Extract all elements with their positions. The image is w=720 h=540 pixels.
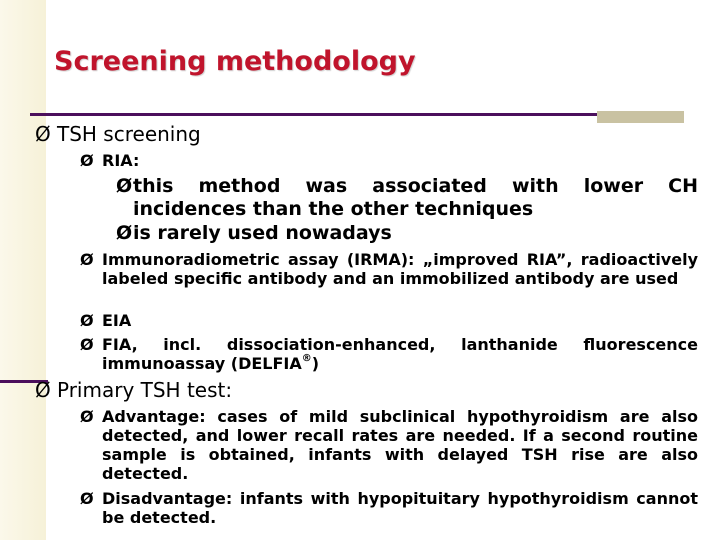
registered-mark: ® <box>301 353 312 364</box>
fia-text: FIA, incl. dissociation-enhanced, lanthanide fluorescence immunoassay (DELFIA <box>102 335 698 373</box>
bullet-ria <box>80 151 680 170</box>
bullet-arrow-icon: Ø <box>80 311 94 330</box>
bullet-fia <box>80 335 698 373</box>
bullet-arrow-icon: Ø <box>35 122 51 146</box>
bullet-advantage <box>80 407 698 483</box>
fia-text-wrap <box>80 335 698 373</box>
decorative-left-strip <box>0 0 46 540</box>
title-underline <box>30 113 684 116</box>
slide-title: Screening methodology <box>54 46 416 77</box>
fia-end: ) <box>311 354 320 373</box>
bullet-arrow-icon: Ø <box>116 175 133 197</box>
ria-text: RIA: <box>102 151 140 170</box>
bullet-arrow-icon: Ø <box>80 151 94 170</box>
bullet-primary-tsh <box>35 378 675 402</box>
ria-sub1-text: this method was associated with lower CH incidences than the other techniques <box>133 175 698 220</box>
irma-text: Immunoradiometric assay (IRMA): „improved RIA”, radioactively labeled specific antibody and an immobilized antibody are used <box>102 250 698 288</box>
bullet-ria-sub1 <box>116 175 698 221</box>
eia-text: EIA <box>102 311 132 330</box>
ria-sub2-text: is rarely used nowadays <box>133 222 392 244</box>
primary-tsh-text: Primary TSH test: <box>57 378 233 402</box>
bullet-eia <box>80 311 698 330</box>
bullet-arrow-icon: Ø <box>116 222 133 244</box>
bullet-ria-sub2 <box>116 222 698 245</box>
bullet-disadvantage <box>80 489 698 527</box>
bullet-irma <box>80 250 698 288</box>
bullet-tsh-screening <box>35 122 675 146</box>
bullet-arrow-icon: Ø <box>80 407 94 426</box>
advantage-text: Advantage: cases of mild subclinical hypothyroidism are also detected, and lower recall rates are needed. If a second routine sample is obtained, infants with delayed TSH rise are also detected. <box>102 407 698 483</box>
bullet-arrow-icon: Ø <box>35 378 51 402</box>
bullet-arrow-icon: Ø <box>80 250 94 269</box>
bullet-arrow-icon: Ø <box>80 335 94 354</box>
tsh-screening-text: TSH screening <box>57 122 201 146</box>
disadvantage-text: Disadvantage: infants with hypopituitary hypothyroidism cannot be detected. <box>102 489 698 527</box>
bullet-arrow-icon: Ø <box>80 489 94 508</box>
